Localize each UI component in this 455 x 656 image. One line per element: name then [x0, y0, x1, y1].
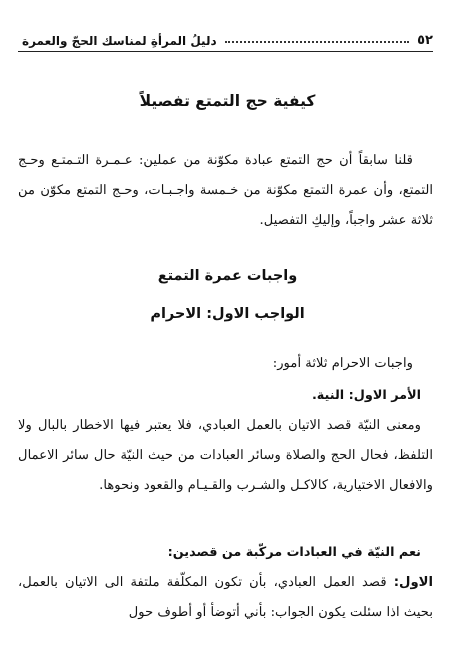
header-dot-leader [225, 31, 410, 43]
first-aim-paragraph [18, 568, 433, 628]
page-number: ٥٢ [417, 33, 433, 48]
niyyah-two-aims-heading: نعم النيّة في العبادات مركّبة من قصدين: [167, 545, 421, 560]
intro-paragraph: قلنا سابقاً أن حج التمتع عبادة مكوّنة من عملين: عـمـرة التـمتـع وحـج التمتع، وأن عمرة التمتع مكوّنة من خـمسة واجـبـات، وحـج التمتع مكوّن من ثلاثة عشر واجباً، وإليكِ التفصيل. [18, 153, 433, 228]
first-matter-heading: الأمر الاول: النية. [311, 388, 421, 403]
running-header [22, 26, 433, 48]
chapter-heading: كيفية حج التمتع تفصيلاً [139, 92, 316, 110]
first-aim-lead: الاول: [393, 575, 433, 590]
ihram-intro-paragraph: واجبات الاحرام ثلاثة أمور: [272, 356, 413, 371]
book-title: دليلُ المرأةِ لمناسك الحجّ والعمرة [22, 34, 217, 48]
niyyah-meaning-paragraph: ومعنى النيّة قصد الاتيان بالعمل العبادي، فلا يعتبر فيها الاخطار بالبال ولا التلفظ، فحال الحج والصلاة وسائر العبادات من حيث النيّة حال سائر الاعمال والافعال الاختيارية، كالاكـل والشـرب والقـيـام والقعود ونحوها. [18, 418, 433, 493]
subsection-heading: الواجب الاول: الاحرام [150, 306, 305, 322]
header-rule [18, 51, 433, 52]
first-aim-text: قصد العمل العبادي، بأن تكون المكلّفة ملتفة الى الاتيان بالعمل، بحيث اذا سئلت يكون الجواب: بأني أتوضأ أو أطوف حول [18, 575, 433, 620]
section-heading: واجبات عمرة التمتع [157, 268, 298, 284]
